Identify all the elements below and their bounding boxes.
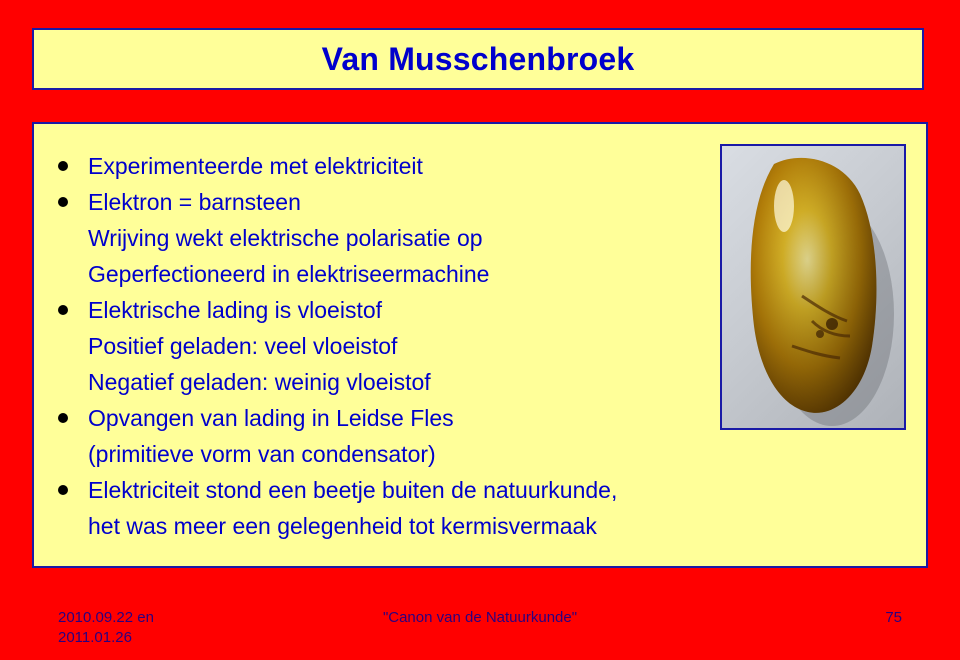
amber-stone-icon [722,146,904,428]
bullet-item-5 [52,472,742,544]
bullet-line: Positief geladen: veel vloeistof [88,333,398,359]
amber-stone-photo [720,144,906,430]
bullet-line: Elektrische lading is vloeistof [88,297,383,323]
bullet-line: Elektron = barnsteen [88,189,301,215]
bullet-icon [58,197,68,207]
bullet-line: Experimenteerde met elektriciteit [88,153,423,179]
bullet-list [52,148,742,544]
bullet-item-1 [52,148,742,184]
footer-date: 2010.09.22 en 2011.01.26 [58,609,154,646]
bullet-line: Negatief geladen: weinig vloeistof [88,369,431,395]
page-number: 75 [885,609,902,626]
bullet-icon [58,305,68,315]
footer-title: "Canon van de Natuurkunde" [382,609,578,626]
bullet-line: Opvangen van lading in Leidse Fles [88,405,454,431]
bullet-icon [58,161,68,171]
bullet-icon [58,413,68,423]
slide-title: Van Musschenbroek [321,40,635,77]
bullet-item-2 [52,184,742,292]
bullet-line: (primitieve vorm van condensator) [88,441,436,467]
bullet-line: Elektriciteit stond een beetje buiten de natuurkunde, [88,477,618,503]
bullet-item-4 [52,400,742,472]
bullet-item-3 [52,292,742,400]
bullet-icon [58,485,68,495]
title-panel [32,28,924,90]
bullet-line: het was meer een gelegenheid tot kermisvermaak [88,513,597,539]
content-panel [32,122,928,568]
bullet-line: Geperfectioneerd in elektriseermachine [88,261,490,287]
bullet-line: Wrijving wekt elektrische polarisatie op [88,225,483,251]
